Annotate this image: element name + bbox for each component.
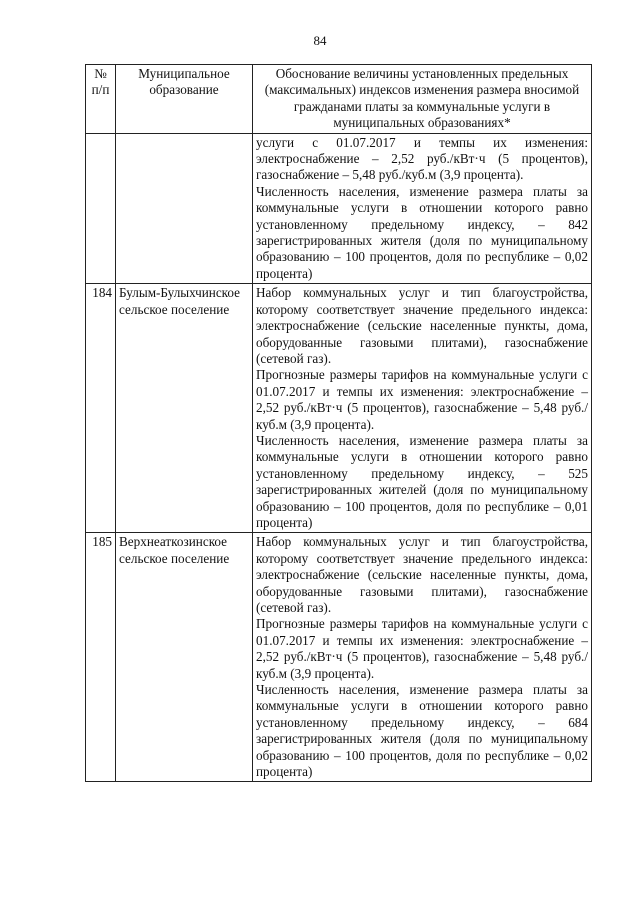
justification-paragraph: Прогнозные размеры тарифов на коммунальные услуги с 01.07.2017 и темпы их изменения: электроснабжение – 2,52 руб./кВт·ч (5 процентов), газоснабжение – 5,48 руб./куб.м (3,9 процента). xyxy=(256,616,588,681)
header-number-line2: п/п xyxy=(91,82,110,98)
header-number xyxy=(86,65,116,134)
justification-paragraph: Набор коммунальных услуг и тип благоустройства, которому соответствует значение предельного индекса: электроснабжение (сельские населенные пункты, дома, оборудованные газовыми плитами), газоснабжение (сетевой газ). xyxy=(256,285,588,366)
table-row-continuation xyxy=(86,133,592,284)
row-justification xyxy=(253,133,592,284)
justification-paragraph: Численность населения, изменение размера платы за коммунальные услуги в отношении которого равно установленному предельному индексу, – 684 зарегистрированных жителя (доля по муниципальному образованию – 100 процентов, доля по республике – 0,02 процента) xyxy=(256,682,588,780)
justification-paragraph: Численность населения, изменение размера платы за коммунальные услуги в отношении которого равно установленному предельному индексу, – 842 зарегистрированных жителя (доля по муниципальному образованию – 100 процентов, доля по республике – 0,02 процента) xyxy=(256,183,588,281)
row-number: 184 xyxy=(86,284,116,533)
row-justification xyxy=(253,284,592,533)
row-number xyxy=(86,133,116,284)
header-number-line1: № xyxy=(94,66,107,81)
row-municipality: Верхнеаткозинское сельское поселение xyxy=(116,533,253,782)
justification-paragraph: Прогнозные размеры тарифов на коммунальные услуги с 01.07.2017 и темпы их изменения: электроснабжение – 2,52 руб./кВт·ч (5 процентов), газоснабжение – 5,48 руб./куб.м (3,9 процента). xyxy=(256,367,588,432)
justification-paragraph: Набор коммунальных услуг и тип благоустройства, которому соответствует значение предельного индекса: электроснабжение (сельские населенные пункты, дома, оборудованные газовыми плитами), газоснабжение (сетевой газ). xyxy=(256,534,588,615)
row-number: 185 xyxy=(86,533,116,782)
header-municipality: Муниципальное образование xyxy=(116,65,253,134)
table-row xyxy=(86,533,592,782)
header-justification: Обоснование величины установленных предельных (максимальных) индексов изменения размера вносимой гражданами платы за коммунальные услуги в муниципальных образованиях* xyxy=(253,65,592,134)
row-municipality xyxy=(116,133,253,284)
table-row xyxy=(86,284,592,533)
row-justification xyxy=(253,533,592,782)
tariff-index-table xyxy=(85,64,592,782)
row-municipality: Булым-Булыхчинское сельское поселение xyxy=(116,284,253,533)
page-number: 84 xyxy=(313,33,327,48)
justification-paragraph: услуги с 01.07.2017 и темпы их изменения: электроснабжение – 2,52 руб./кВт·ч (5 процентов), газоснабжение – 5,48 руб./куб.м (3,9 процента). xyxy=(256,134,588,183)
justification-paragraph: Численность населения, изменение размера платы за коммунальные услуги в отношении которого равно установленному предельному индексу, – 525 зарегистрированных жителей (доля по муниципальному образованию – 100 процентов, доля по республике – 0,01 процента) xyxy=(256,432,588,530)
table-header-row xyxy=(86,65,592,134)
